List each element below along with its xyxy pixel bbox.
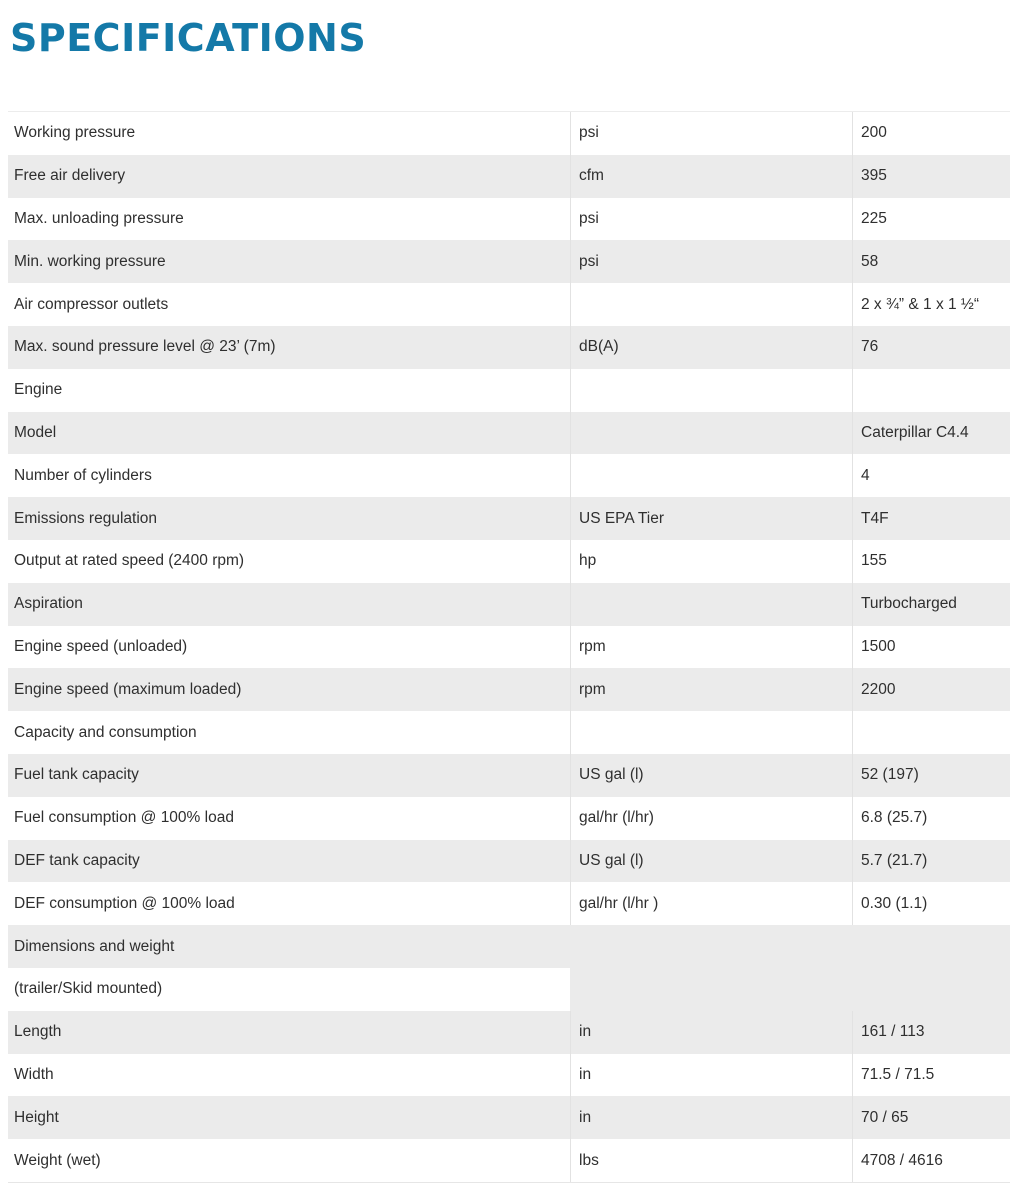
- spec-unit: [570, 283, 852, 326]
- spec-value: 6.8 (25.7): [852, 797, 1010, 840]
- spec-value: 4708 / 4616: [852, 1139, 1010, 1182]
- spec-value: 5.7 (21.7): [852, 840, 1010, 883]
- spec-value: 1500: [852, 626, 1010, 669]
- spec-value: 161 / 113: [852, 1011, 1010, 1054]
- spec-label: Fuel tank capacity: [14, 766, 139, 784]
- spec-value: 2200: [852, 668, 1010, 711]
- spec-label: Output at rated speed (2400 rpm): [14, 552, 245, 570]
- spec-row: [8, 583, 1010, 626]
- spec-unit: [570, 968, 852, 1011]
- spec-unit: psi: [570, 240, 852, 283]
- specifications-table: [8, 111, 1010, 1183]
- spec-row: [8, 112, 1010, 155]
- spec-unit: rpm: [570, 626, 852, 669]
- spec-row: [8, 968, 1010, 1011]
- spec-value: [852, 925, 1010, 968]
- spec-row: [8, 925, 1010, 968]
- spec-value: T4F: [852, 497, 1010, 540]
- spec-label: Dimensions and weight: [14, 937, 175, 955]
- spec-row: [8, 882, 1010, 925]
- spec-label: Number of cylinders: [14, 466, 152, 484]
- spec-value: 70 / 65: [852, 1096, 1010, 1139]
- spec-unit: in: [570, 1011, 852, 1054]
- spec-label: Fuel consumption @ 100% load: [14, 809, 234, 827]
- spec-label: Engine: [14, 381, 63, 399]
- spec-row: [8, 540, 1010, 583]
- spec-row: [8, 454, 1010, 497]
- spec-row: [8, 1139, 1010, 1182]
- spec-row: [8, 797, 1010, 840]
- spec-unit: in: [570, 1096, 852, 1139]
- spec-value: 0.30 (1.1): [852, 882, 1010, 925]
- spec-row: [8, 155, 1010, 198]
- spec-unit: [570, 412, 852, 455]
- spec-value: Turbocharged: [852, 583, 1010, 626]
- spec-label: Width: [14, 1065, 54, 1083]
- spec-value: 4: [852, 454, 1010, 497]
- spec-value: [852, 968, 1010, 1011]
- spec-value: 76: [852, 326, 1010, 369]
- spec-value: 58: [852, 240, 1010, 283]
- spec-row: [8, 240, 1010, 283]
- spec-unit: US gal (l): [570, 840, 852, 883]
- spec-value: 200: [852, 112, 1010, 155]
- spec-label: Length: [14, 1023, 62, 1041]
- spec-label: Capacity and consumption: [14, 723, 197, 741]
- spec-unit: rpm: [570, 668, 852, 711]
- spec-row: [8, 1011, 1010, 1054]
- spec-unit: psi: [570, 198, 852, 241]
- spec-value: 52 (197): [852, 754, 1010, 797]
- spec-label: Min. working pressure: [14, 252, 166, 270]
- spec-label: DEF consumption @ 100% load: [14, 894, 235, 912]
- spec-label: Free air delivery: [14, 167, 126, 185]
- spec-unit: [570, 369, 852, 412]
- spec-row: [8, 283, 1010, 326]
- spec-row: [8, 1054, 1010, 1097]
- spec-value: [852, 711, 1010, 754]
- spec-unit: [570, 454, 852, 497]
- spec-unit: [570, 583, 852, 626]
- spec-unit: US EPA Tier: [570, 497, 852, 540]
- spec-label: Model: [14, 423, 57, 441]
- spec-row: [8, 369, 1010, 412]
- spec-label: Max. unloading pressure: [14, 209, 184, 227]
- spec-unit: cfm: [570, 155, 852, 198]
- spec-label: Working pressure: [14, 124, 136, 142]
- spec-row: [8, 326, 1010, 369]
- page-title: SPECIFICATIONS: [10, 16, 367, 60]
- spec-row: [8, 711, 1010, 754]
- spec-row: [8, 754, 1010, 797]
- spec-label: Aspiration: [14, 595, 83, 613]
- spec-value: Caterpillar C4.4: [852, 412, 1010, 455]
- spec-row: [8, 626, 1010, 669]
- spec-label: Weight (wet): [14, 1151, 101, 1169]
- spec-unit: gal/hr (l/hr ): [570, 882, 852, 925]
- spec-unit: hp: [570, 540, 852, 583]
- spec-row: [8, 412, 1010, 455]
- spec-unit: in: [570, 1054, 852, 1097]
- spec-label: (trailer/Skid mounted): [8, 968, 570, 1011]
- spec-label: Engine speed (unloaded): [14, 637, 188, 655]
- spec-label: Height: [14, 1108, 59, 1126]
- spec-value: 2 x ¾” & 1 x 1 ½“: [852, 283, 1010, 326]
- spec-row: [8, 198, 1010, 241]
- spec-value: 395: [852, 155, 1010, 198]
- spec-label: Engine speed (maximum loaded): [14, 680, 242, 698]
- spec-label: Max. sound pressure level @ 23’ (7m): [14, 338, 276, 356]
- spec-unit: [570, 711, 852, 754]
- spec-unit: psi: [570, 112, 852, 155]
- spec-unit: lbs: [570, 1139, 852, 1182]
- spec-label: Air compressor outlets: [14, 295, 169, 313]
- spec-row: [8, 668, 1010, 711]
- spec-unit: gal/hr (l/hr): [570, 797, 852, 840]
- spec-unit: dB(A): [570, 326, 852, 369]
- spec-value: 155: [852, 540, 1010, 583]
- spec-row: [8, 840, 1010, 883]
- spec-row: [8, 497, 1010, 540]
- spec-row: [8, 1096, 1010, 1139]
- spec-value: [852, 369, 1010, 412]
- spec-label: DEF tank capacity: [14, 851, 140, 869]
- spec-unit: [570, 925, 852, 968]
- spec-unit: US gal (l): [570, 754, 852, 797]
- spec-label: Emissions regulation: [14, 509, 158, 527]
- spec-value: 71.5 / 71.5: [852, 1054, 1010, 1097]
- spec-value: 225: [852, 198, 1010, 241]
